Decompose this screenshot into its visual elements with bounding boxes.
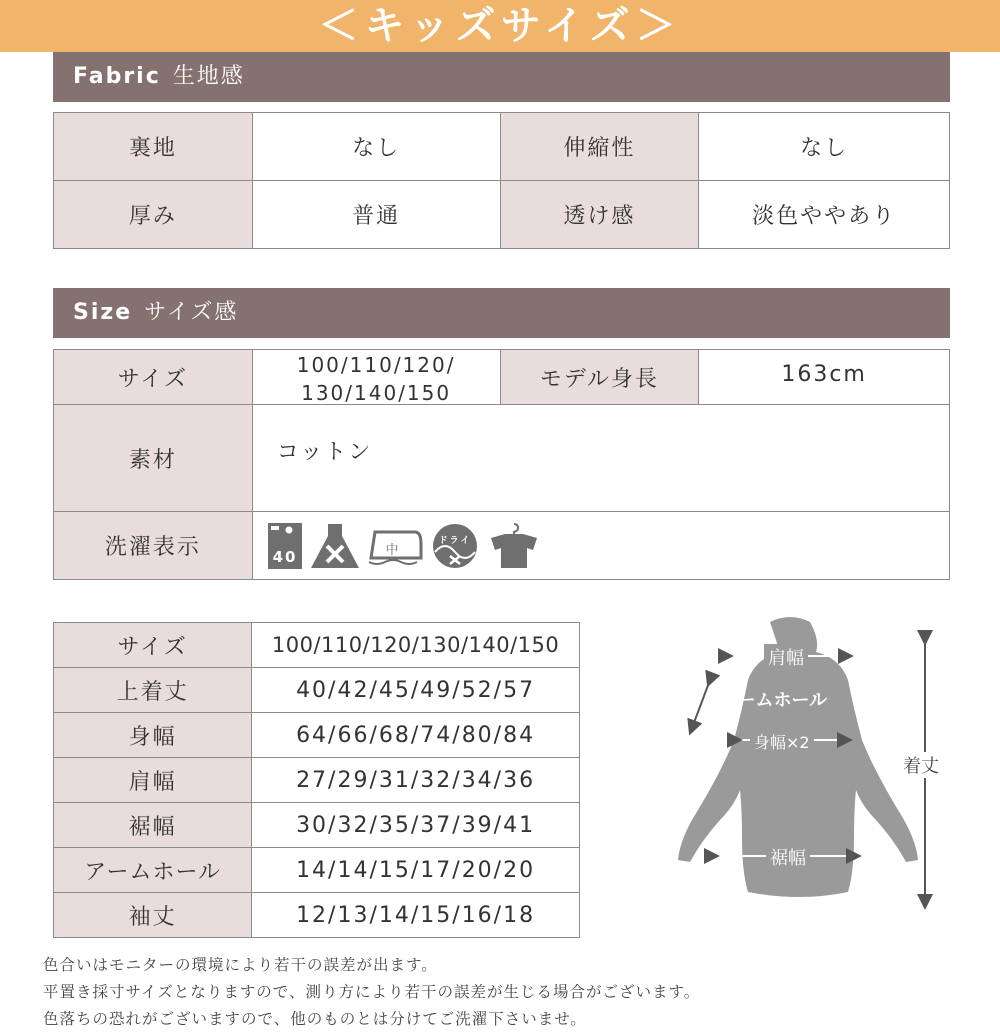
garment-diagram <box>640 610 970 910</box>
measure-label-body-width: 身幅 <box>54 713 252 758</box>
model-height-value: 163cm <box>699 350 950 405</box>
measure-label-shoulder: 肩幅 <box>54 758 252 803</box>
size-section-header <box>53 288 950 338</box>
note-line: 色合いはモニターの環境により若干の誤差が出ます。 <box>43 956 438 974</box>
measure-value-sleeve: 12/13/14/15/16/18 <box>252 893 580 938</box>
measure-value-shoulder: 27/29/31/32/34/36 <box>252 758 580 803</box>
fabric-label-sheerness: 透け感 <box>500 181 699 249</box>
fabric-heading-ja: 生地感 <box>172 64 245 89</box>
iron-medium-icon <box>367 522 423 570</box>
size-heading-ja: サイズ感 <box>144 300 239 325</box>
measure-value-hem: 30/32/35/37/39/41 <box>252 803 580 848</box>
figure-label-shoulder: 肩幅 <box>764 644 808 670</box>
figure-label-hem: 裾幅 <box>766 844 810 870</box>
fabric-value-thickness: 普通 <box>252 181 500 249</box>
size-info-table <box>53 349 950 580</box>
fabric-label-stretch: 伸縮性 <box>500 113 699 181</box>
notes <box>43 952 700 1033</box>
measure-label-armhole: アームホール <box>54 848 252 893</box>
measure-label-length: 上着丈 <box>54 668 252 713</box>
page-title: ＜キッズサイズ＞ <box>318 3 682 49</box>
care-label: 洗濯表示 <box>54 512 253 580</box>
figure-label-length: 着丈 <box>903 752 939 778</box>
measure-label-hem: 裾幅 <box>54 803 252 848</box>
size-label: サイズ <box>54 350 253 405</box>
fabric-table <box>53 112 950 249</box>
note-line: 平置き採寸サイズとなりますので、測り方により若干の誤差が生じる場合がございます。 <box>43 983 701 1001</box>
no-dry-clean-icon <box>429 522 481 570</box>
model-height-label: モデル身長 <box>500 350 699 405</box>
size-value-line1: 100/110/120/ <box>296 353 456 377</box>
measure-value-body-width: 64/66/68/74/80/84 <box>252 713 580 758</box>
fabric-heading-en: Fabric <box>73 64 161 89</box>
size-heading-en: Size <box>73 300 133 325</box>
fabric-value-lining: なし <box>252 113 500 181</box>
hang-dry-icon <box>487 522 541 570</box>
title-banner <box>0 0 1000 52</box>
material-label: 素材 <box>54 405 253 512</box>
fabric-value-stretch: なし <box>699 113 950 181</box>
svg-text:40: 40 <box>272 547 298 566</box>
measure-label-sleeve: 袖丈 <box>54 893 252 938</box>
size-value-line2: 130/140/150 <box>301 381 452 403</box>
svg-text:ドライ: ドライ <box>438 535 472 546</box>
fabric-label-lining: 裏地 <box>54 113 253 181</box>
care-icons-cell <box>252 512 949 580</box>
measure-value-size: 100/110/120/130/140/150 <box>252 623 580 668</box>
note-line: 色落ちの恐れがございますので、他のものとは分けてご洗濯下さいませ。 <box>43 1010 587 1028</box>
fabric-value-sheerness: 淡色ややあり <box>699 181 950 249</box>
figure-label-armhole: アームホール <box>720 690 828 711</box>
fabric-section-header <box>53 52 950 102</box>
figure-label-body: 身幅×2 <box>750 730 814 753</box>
material-value: コットン <box>252 405 949 512</box>
fabric-label-thickness: 厚み <box>54 181 253 249</box>
measure-value-armhole: 14/14/15/17/20/20 <box>252 848 580 893</box>
measurement-table <box>53 622 580 938</box>
size-value <box>252 350 500 405</box>
svg-text:中: 中 <box>385 542 401 558</box>
wash-40-icon <box>267 522 303 570</box>
no-bleach-icon <box>309 522 361 570</box>
measure-value-length: 40/42/45/49/52/57 <box>252 668 580 713</box>
measure-label-size: サイズ <box>54 623 252 668</box>
